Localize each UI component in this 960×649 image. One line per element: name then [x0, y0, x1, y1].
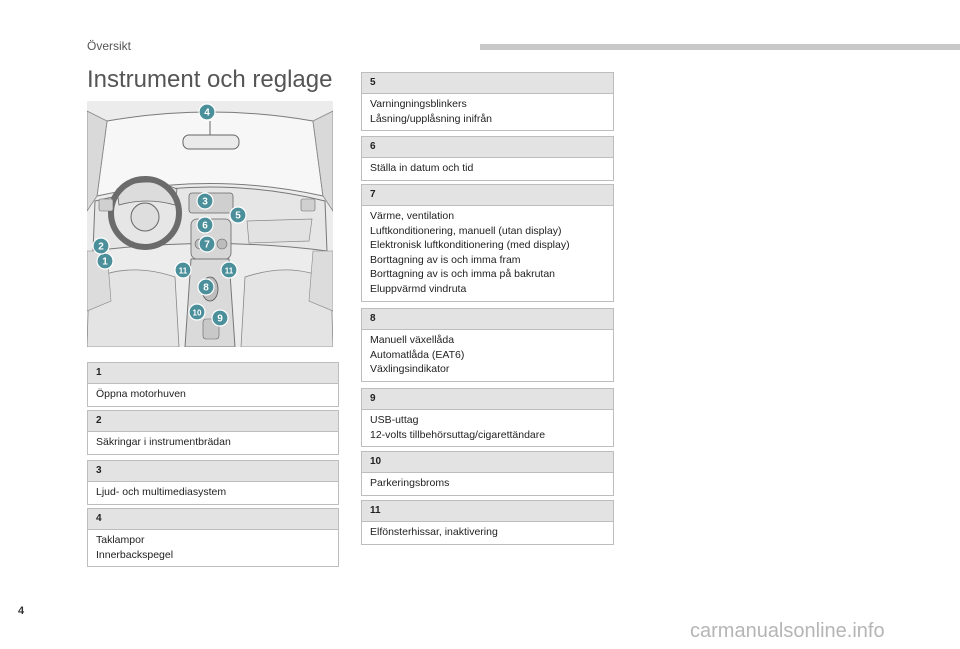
dashboard-illustration: [87, 101, 333, 347]
callout-label: 3: [202, 196, 208, 208]
item-line: Värme, ventilation: [370, 210, 455, 222]
item-line: Öppna motorhuven: [96, 388, 186, 400]
header-bar: [480, 44, 960, 50]
callout-label: 11: [178, 266, 188, 276]
number-2-icon: [93, 238, 109, 254]
dashboard-drawing: [87, 101, 333, 347]
item-box-11: [361, 500, 614, 545]
item-box-2: [87, 410, 339, 455]
item-number: 9: [362, 389, 613, 410]
item-number: 4: [88, 509, 338, 530]
number-9-icon: [212, 310, 228, 326]
item-box-5: [361, 72, 614, 131]
item-line: Säkringar i instrumentbrädan: [96, 436, 231, 448]
item-line: Borttagning av is och imma på bakrutan: [370, 268, 556, 281]
item-line: Automatlåda (EAT6): [370, 348, 465, 361]
callout-label: 9: [217, 313, 223, 325]
callout-label: 5: [235, 210, 241, 222]
item-line: USB-uttag: [370, 414, 419, 426]
number-3-icon: [197, 193, 213, 209]
number-7-icon: [199, 236, 215, 252]
item-line: Låsning/upplåsning inifrån: [370, 112, 493, 125]
number-11-icon: [175, 262, 191, 278]
item-line: Ljud- och multimediasystem: [96, 486, 227, 498]
number-10-icon: [189, 304, 205, 320]
page-number: 4: [18, 605, 25, 617]
callout-label: 10: [192, 308, 202, 318]
item-line: Växlingsindikator: [370, 363, 450, 376]
number-5-icon: [230, 207, 246, 223]
item-number: 11: [362, 501, 613, 522]
item-line: Eluppvärmd vindruta: [370, 282, 467, 295]
item-number: 8: [362, 309, 613, 330]
item-number: 6: [362, 137, 613, 158]
item-box-1: [87, 362, 339, 407]
section-label: Översikt: [87, 39, 132, 53]
number-8-icon: [198, 279, 214, 295]
callout-label: 11: [224, 266, 234, 276]
item-box-9: [361, 388, 614, 447]
item-line: Borttagning av is och imma fram: [370, 253, 521, 266]
number-1-icon: [97, 253, 113, 269]
item-line: Manuell växellåda: [370, 334, 455, 346]
item-box-6: [361, 136, 614, 181]
item-line: Ställa in datum och tid: [370, 162, 474, 174]
item-number: 3: [88, 461, 338, 482]
item-box-10: [361, 451, 614, 496]
callout-label: 8: [203, 282, 209, 294]
callout-label: 6: [202, 220, 208, 232]
item-line: Taklampor: [96, 534, 145, 546]
number-6-icon: [197, 217, 213, 233]
callout-label: 2: [98, 241, 104, 253]
item-box-7: [361, 184, 614, 302]
item-line: 12-volts tillbehörsuttag/cigarettändare: [370, 428, 546, 441]
item-line: Elfönsterhissar, inaktivering: [370, 526, 498, 538]
page-title: Instrument och reglage: [87, 66, 333, 93]
watermark: carmanualsonline.info: [690, 620, 885, 642]
item-line: Elektronisk luftkonditionering (med display): [370, 239, 570, 252]
item-number: 1: [88, 363, 338, 384]
number-4-icon: [199, 104, 215, 120]
item-line: Varningningsblinkers: [370, 98, 467, 110]
item-line: Innerbackspegel: [96, 548, 174, 561]
item-number: 2: [88, 411, 338, 432]
item-box-8: [361, 308, 614, 382]
item-number: 10: [362, 452, 613, 473]
item-number: 5: [362, 73, 613, 94]
callout-label: 4: [204, 107, 210, 119]
callout-label: 1: [102, 256, 108, 268]
callout-label: 7: [204, 239, 210, 251]
item-box-4: [87, 508, 339, 567]
item-line: Parkeringsbroms: [370, 477, 450, 489]
number-11-icon: [221, 262, 237, 278]
item-number: 7: [362, 185, 613, 206]
item-line: Luftkonditionering, manuell (utan display): [370, 224, 562, 237]
item-box-3: [87, 460, 339, 505]
